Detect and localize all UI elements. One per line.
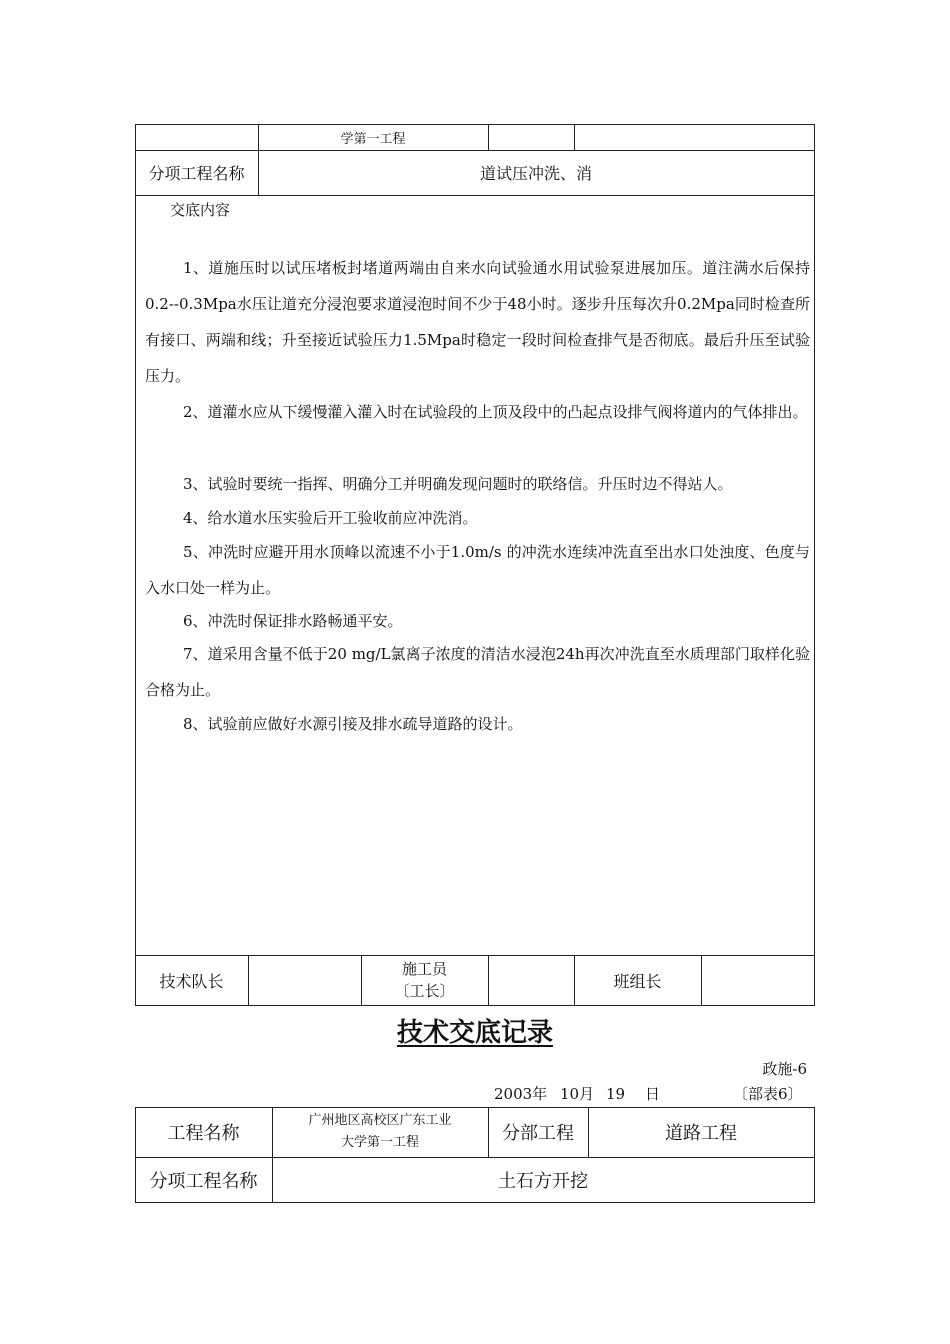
paragraph-1: 1、道施压时以试压堵板封堵道两端由自来水向试验通水用试验泵进展加压。道注满水后保持0.2--0.3Mpa水压让道充分浸泡要求道浸泡时间不少于48小时。逐步升压每次升0.2Mpa同时检查所有接口、两端和线；升至接近试验压力1.5Mpa时稳定一段时间检查排气是否彻底。最后升压至试验压力。 <box>145 259 810 385</box>
date-day-suffix: 日 <box>645 1085 661 1103</box>
paragraph-5: 5、冲洗时应避开用水顶峰以流速不小于1.0m/s 的冲洗水连续冲洗直至出水口处浊度、色度与入水口处一样为止。 <box>145 543 810 597</box>
project-value-line1: 广州地区高校区广东工业 <box>308 1113 452 1128</box>
paragraph-7: 7、道采用含量不低于20 mg/L氯离子浓度的清洁水浸泡24h再次冲洗直至水质理部门取样化验合格为止。 <box>145 645 810 699</box>
paragraph-8: 8、试验前应做好水源引接及排水疏导道路的设计。 <box>183 715 523 733</box>
project-value-line2: 大学第一工程 <box>340 1135 419 1150</box>
division-value: 道路工程 <box>665 1123 737 1144</box>
paragraph-3: 3、试验时要统一指挥、明确分工并明确发现问题时的联络信。升压时边不得站人。 <box>183 475 733 493</box>
paragraph-6: 6、冲洗时保证排水路畅通平安。 <box>183 612 403 630</box>
project-name-fragment: 学第一工程 <box>340 132 406 147</box>
date-day: 19 <box>606 1085 626 1103</box>
paragraph-2: 2、道灌水应从下缓慢灌入灌入时在试验段的上顶及段中的凸起点设排气阀将道内的气体排出。 <box>183 403 808 421</box>
record-title-wrapper <box>0 1014 950 1052</box>
project-value <box>272 1107 488 1157</box>
worker-label <box>361 955 488 1005</box>
attachment-label: 〔部表6〕 <box>733 1085 803 1103</box>
date-month: 10月 <box>560 1085 595 1103</box>
doc-code: 政施-6 <box>762 1060 807 1078</box>
second-sub-item-value: 土石方开挖 <box>498 1170 588 1192</box>
team-lead-label: 班组长 <box>613 971 662 991</box>
second-sub-item-label: 分项工程名称 <box>149 1170 258 1192</box>
sub-item-label: 分项工程名称 <box>148 164 245 183</box>
paragraph-4: 4、给水道水压实验后开工验收前应冲洗消。 <box>183 509 478 527</box>
tech-lead-label: 技术队长 <box>159 971 224 991</box>
sub-item-value: 道试压冲洗、消 <box>479 164 592 183</box>
record-title: 技术交底记录 <box>396 1018 553 1048</box>
worker-label-line2: 〔工长〕 <box>394 982 455 1000</box>
content-label: 交底内容 <box>170 201 231 219</box>
project-label: 工程名称 <box>167 1123 240 1144</box>
date-year: 2003年 <box>494 1085 548 1103</box>
division-label: 分部工程 <box>502 1123 574 1144</box>
worker-label-line1: 施工员 <box>401 960 447 978</box>
